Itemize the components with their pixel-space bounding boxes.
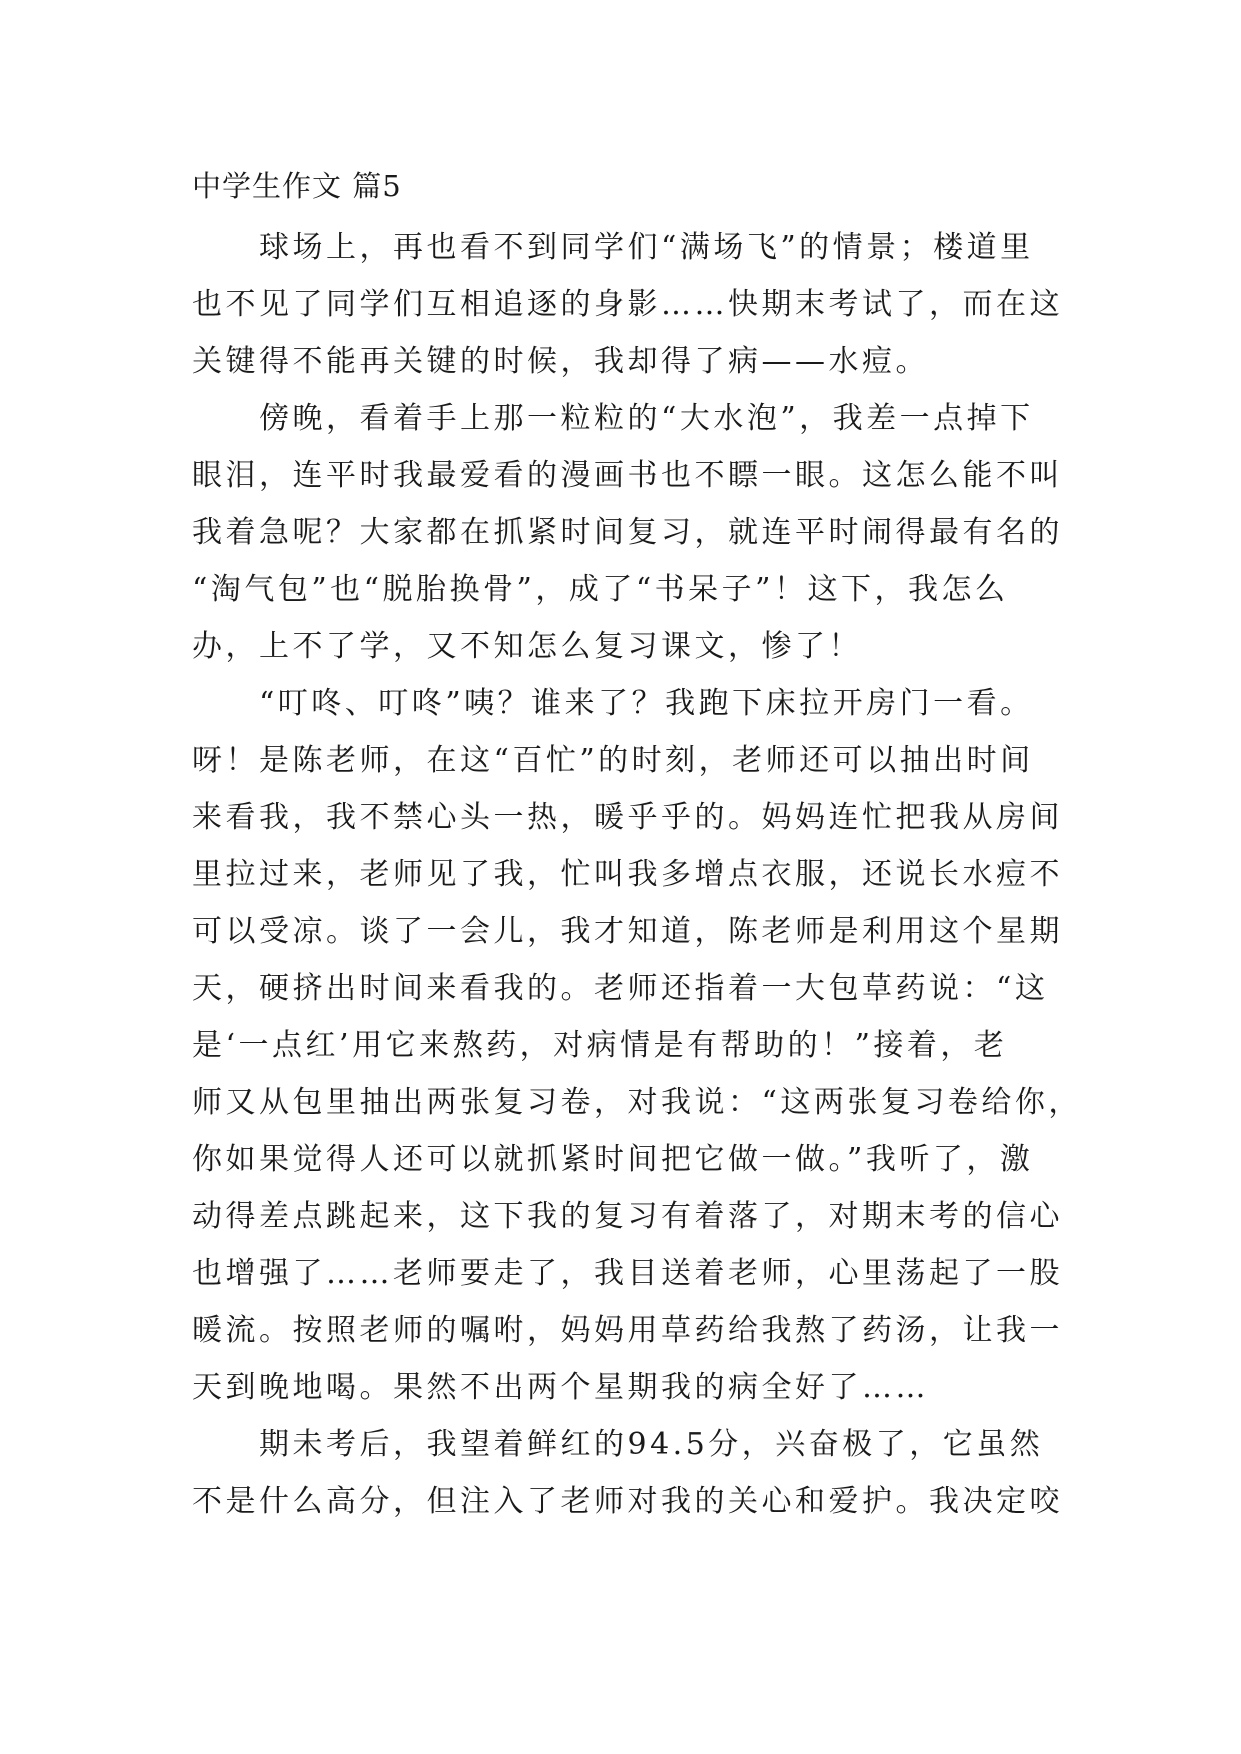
- text-line-15: 是‘一点红’用它来熬药，对病情是有帮助的！”接着，老: [192, 1028, 1008, 1063]
- text-line-4: 傍晚，看着手上那一粒粒的“大水泡”，我差一点掉下: [192, 401, 1034, 436]
- text-line-14: 天，硬挤出时间来看我的。老师还指着一大包草药说：“这: [192, 971, 1049, 1006]
- text-line-3: 关键得不能再关键的时候，我却得了病——水痘。: [192, 344, 929, 379]
- document-title: 中学生作文 篇5: [192, 169, 402, 203]
- text-line-10: 呀！是陈老师，在这“百忙”的时刻，老师还可以抽出时间: [192, 743, 1034, 778]
- text-line-2: 也不见了同学们互相追逐的身影……快期末考试了，而在这: [192, 287, 1063, 322]
- text-line-7: “淘气包”也“脱胎换骨”，成了“书呆子”！这下，我怎么: [192, 572, 1009, 607]
- text-line-8: 办，上不了学，又不知怎么复习课文，惨了！: [192, 629, 862, 664]
- text-line-22: 期未考后，我望着鲜红的94.5分，兴奋极了，它虽然: [192, 1427, 1044, 1462]
- text-line-5: 眼泪，连平时我最爱看的漫画书也不瞟一眼。这怎么能不叫: [192, 458, 1063, 493]
- text-line-16: 师又从包里抽出两张复习卷，对我说：“这两张复习卷给你，: [192, 1085, 1082, 1120]
- text-line-11: 来看我，我不禁心头一热，暖乎乎的。妈妈连忙把我从房间: [192, 800, 1063, 835]
- text-line-21: 天到晚地喝。果然不出两个星期我的病全好了……: [192, 1370, 929, 1405]
- text-line-18: 动得差点跳起来，这下我的复习有着落了，对期末考的信心: [192, 1199, 1063, 1234]
- text-line-19: 也增强了……老师要走了，我目送着老师，心里荡起了一股: [192, 1256, 1063, 1291]
- text-line-13: 可以受凉。谈了一会儿，我才知道，陈老师是利用这个星期: [192, 914, 1063, 949]
- text-line-6: 我着急呢？大家都在抓紧时间复习，就连平时闹得最有名的: [192, 515, 1063, 550]
- text-line-1: 球场上，再也看不到同学们“满场飞”的情景；楼道里: [192, 230, 1034, 265]
- text-line-20: 暖流。按照老师的嘱咐，妈妈用草药给我熬了药汤，让我一: [192, 1313, 1063, 1348]
- text-line-17: 你如果觉得人还可以就抓紧时间把它做一做。”我听了，激: [192, 1142, 1034, 1177]
- text-line-9: “叮咚、叮咚”咦？谁来了？我跑下床拉开房门一看。: [192, 686, 1034, 721]
- text-line-23: 不是什么高分，但注入了老师对我的关心和爱护。我决定咬: [192, 1484, 1063, 1519]
- text-line-12: 里拉过来，老师见了我，忙叫我多增点衣服，还说长水痘不: [192, 857, 1063, 892]
